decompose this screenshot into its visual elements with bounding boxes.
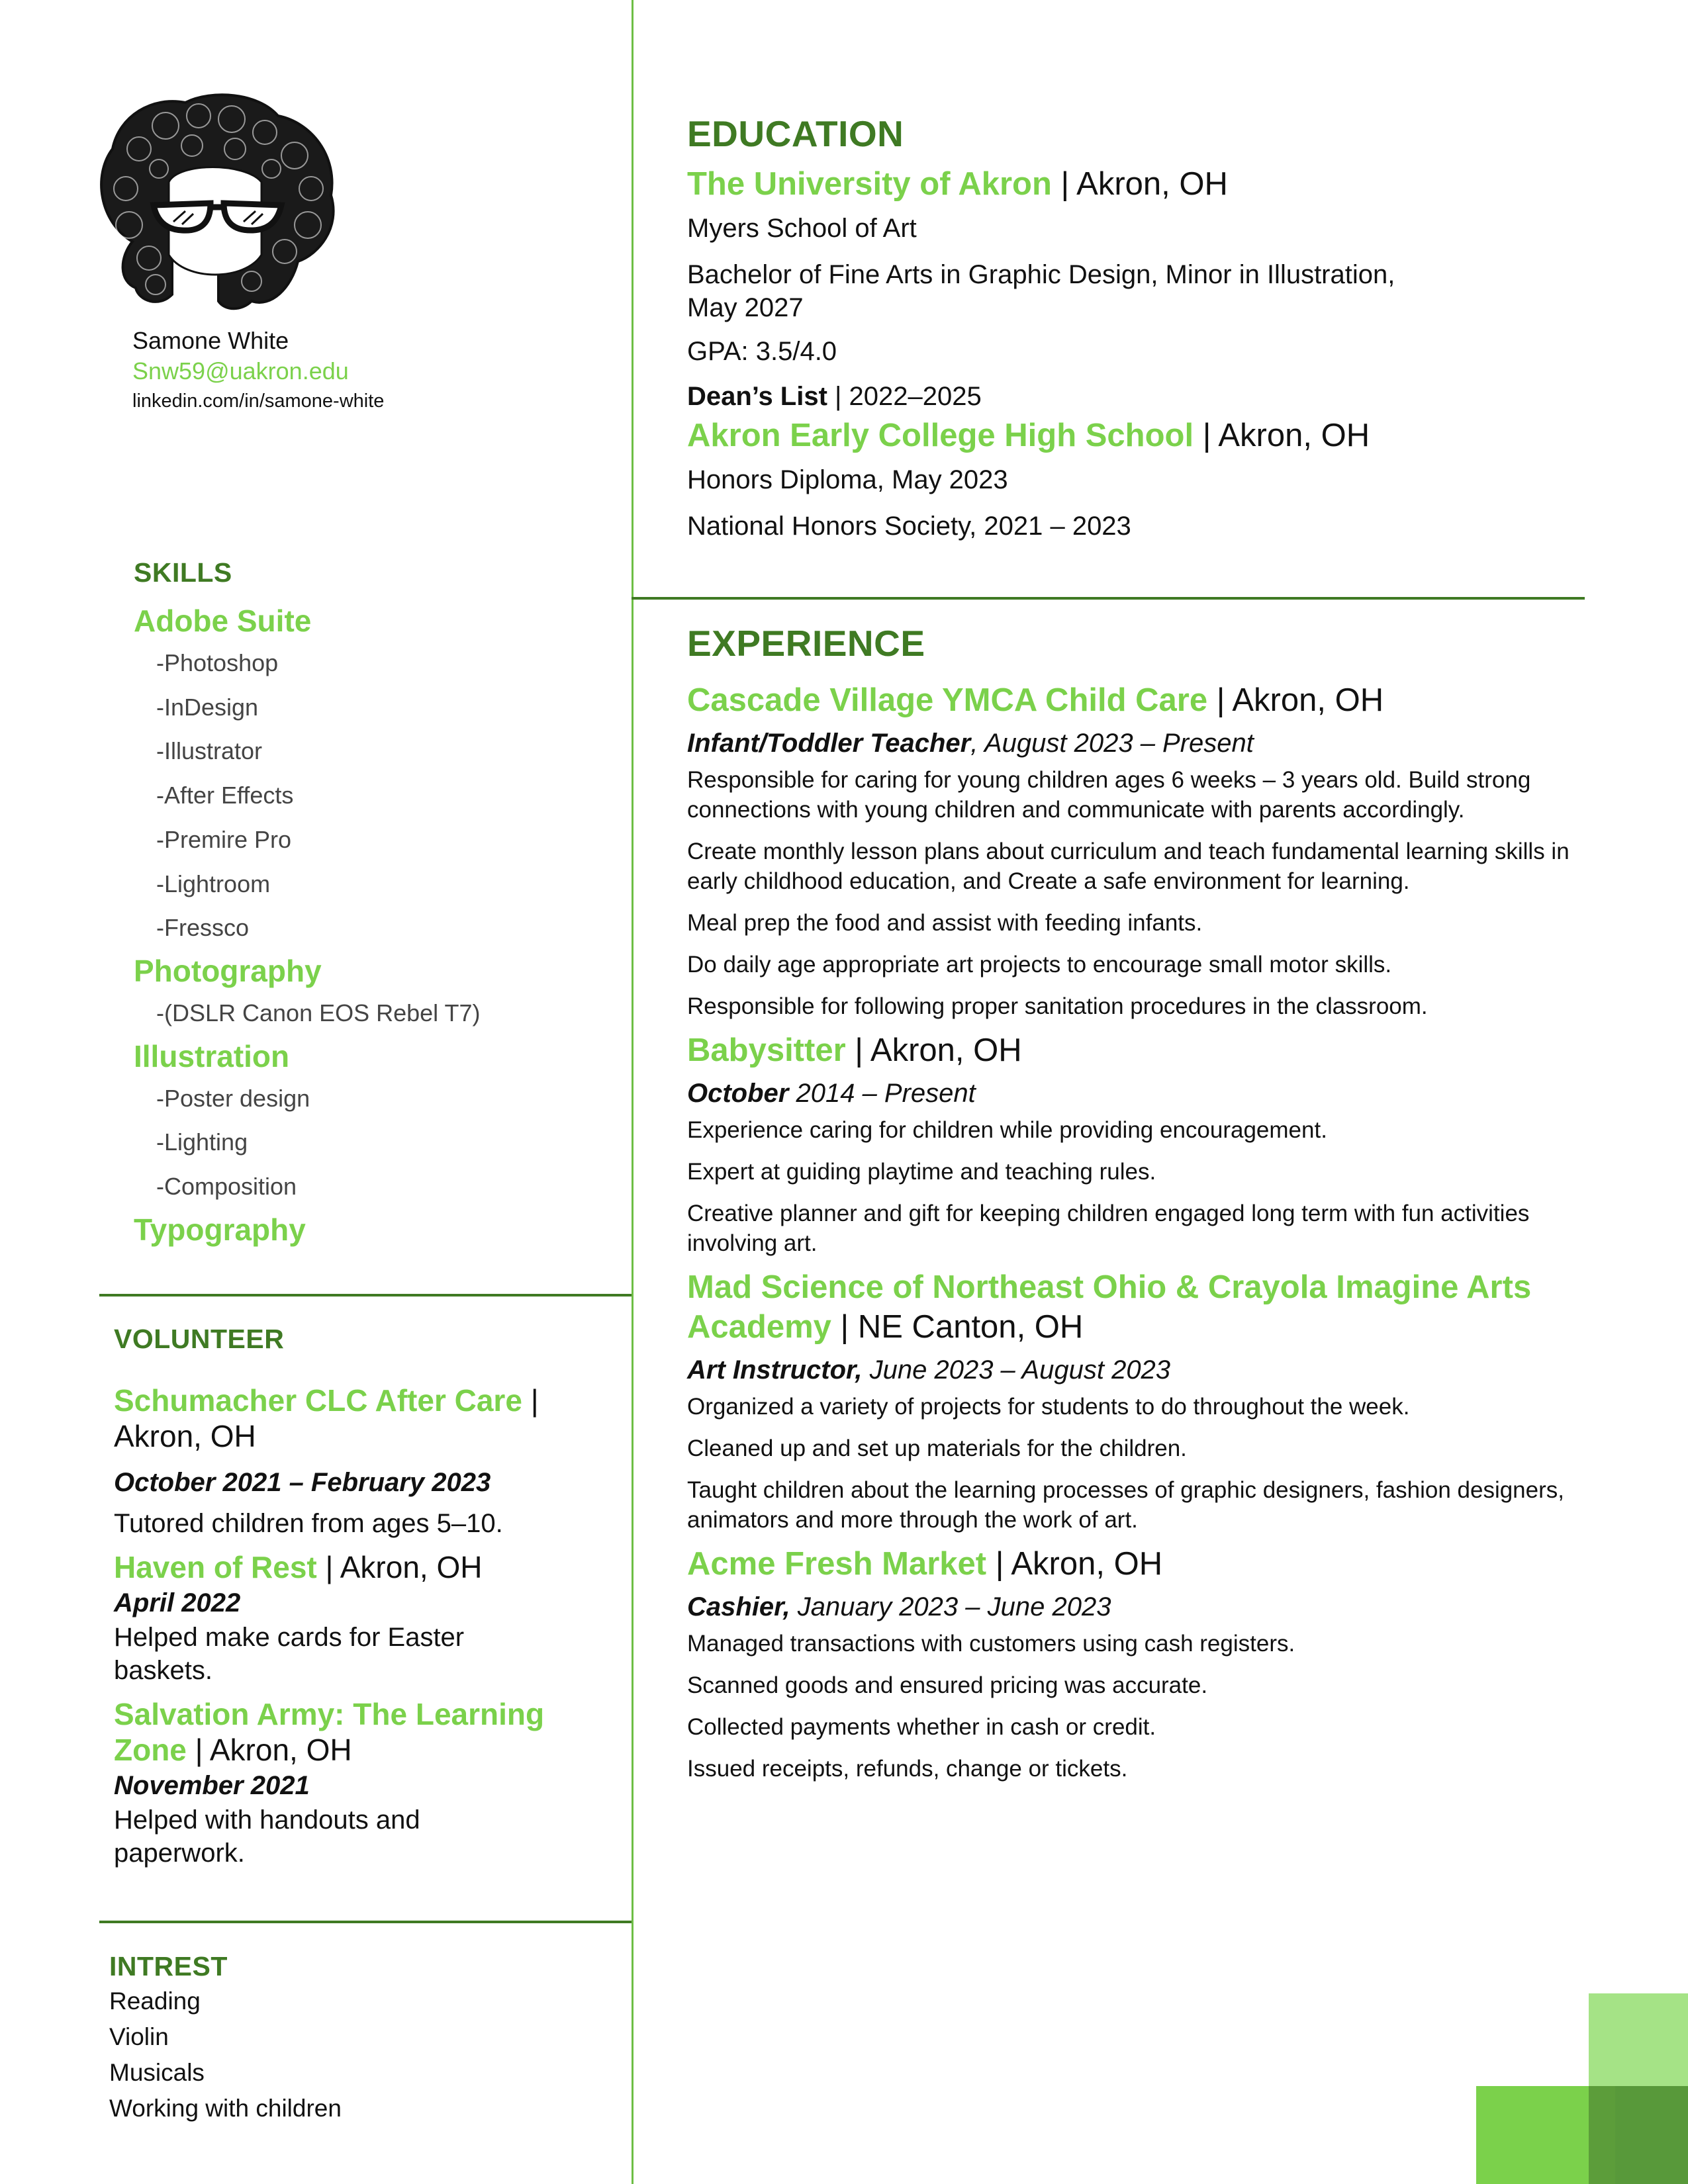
job-title bbox=[687, 1267, 1574, 1347]
interest-section bbox=[109, 1951, 342, 2126]
job-bullet: Issued receipts, refunds, change or tickets. bbox=[687, 1756, 1128, 1782]
school-name: The University of Akron bbox=[687, 166, 1052, 202]
role-dates: , August 2023 – Present bbox=[970, 729, 1254, 758]
linkedin-link[interactable]: linkedin.com/in/samone-white bbox=[132, 390, 385, 412]
job-title bbox=[687, 1544, 1587, 1584]
skill-item: -(DSLR Canon EOS Rebel T7) bbox=[156, 999, 481, 1026]
separator: | bbox=[1207, 682, 1233, 718]
volunteer-date: November 2021 bbox=[114, 1771, 310, 1800]
volunteer-entry bbox=[114, 1696, 617, 1870]
education-heading: EDUCATION bbox=[687, 113, 904, 154]
volunteer-org: Salvation Army: The Learning Zone bbox=[114, 1697, 545, 1767]
job-title bbox=[687, 680, 1587, 720]
diploma: Honors Diploma, May 2023 bbox=[687, 465, 1008, 494]
job-location: NE Canton, OH bbox=[857, 1309, 1084, 1345]
employer: Mad Science of Northeast Ohio & Crayola Imagine Arts Academy bbox=[687, 1269, 1532, 1345]
deans-list bbox=[687, 380, 1568, 413]
decorative-square-mid bbox=[1476, 2086, 1589, 2184]
volunteer-org: Schumacher CLC After Care bbox=[114, 1383, 522, 1418]
contact-block bbox=[132, 326, 384, 416]
volunteer-desc: Helped with handouts and paperwork. bbox=[114, 1805, 420, 1868]
skill-item: -Composition bbox=[156, 1173, 297, 1201]
volunteer-location: Akron, OH bbox=[114, 1419, 256, 1453]
employer: Babysitter bbox=[687, 1032, 846, 1068]
role-dates: January 2023 – June 2023 bbox=[790, 1592, 1111, 1621]
volunteer-desc: Helped make cards for Easter baskets. bbox=[114, 1623, 465, 1685]
interest-item: Musicals bbox=[109, 2059, 205, 2086]
volunteer-org: Haven of Rest bbox=[114, 1550, 317, 1584]
separator: | bbox=[1194, 418, 1219, 453]
school-location: Akron, OH bbox=[1076, 166, 1228, 202]
separator: | bbox=[986, 1546, 1011, 1582]
volunteer-entry bbox=[114, 1549, 617, 1687]
skill-category-adobe: Adobe Suite bbox=[134, 604, 312, 638]
volunteer-location: Akron, OH bbox=[209, 1733, 352, 1767]
volunteer-title bbox=[114, 1549, 617, 1585]
job-location: Akron, OH bbox=[1232, 682, 1384, 718]
volunteer-date: October 2021 – February 2023 bbox=[114, 1468, 491, 1497]
job-entry bbox=[687, 680, 1587, 1021]
separator: | bbox=[522, 1383, 539, 1418]
volunteer-title bbox=[114, 1383, 617, 1454]
skill-item: -Fressco bbox=[156, 914, 250, 942]
role-name: October bbox=[687, 1079, 789, 1108]
role-name: Infant/Toddler Teacher bbox=[687, 729, 971, 758]
decorative-square-overlap bbox=[1589, 2086, 1615, 2184]
job-bullet: Collected payments whether in cash or credit. bbox=[687, 1714, 1156, 1740]
experience-heading: EXPERIENCE bbox=[687, 623, 925, 664]
experience-section bbox=[687, 622, 1587, 1784]
job-bullet: Experience caring for children while providing encouragement. bbox=[687, 1117, 1327, 1143]
job-bullet: Managed transactions with customers using cash registers. bbox=[687, 1631, 1295, 1657]
school-name: Akron Early College High School bbox=[687, 418, 1194, 453]
separator: | bbox=[186, 1733, 210, 1767]
skill-item: -Photoshop bbox=[156, 649, 279, 676]
job-bullet: Scanned goods and ensured pricing was accurate. bbox=[687, 1672, 1208, 1698]
job-location: Akron, OH bbox=[870, 1032, 1022, 1068]
separator: | bbox=[845, 1032, 870, 1068]
separator: | bbox=[316, 1550, 340, 1584]
role-name: Cashier, bbox=[687, 1592, 790, 1621]
separator: | bbox=[1051, 166, 1077, 202]
volunteer-location: Akron, OH bbox=[340, 1550, 483, 1584]
job-bullet: Responsible for caring for young children ages 6 weeks – 3 years old. Build strong connections with young children and communicate with parents accordingly. bbox=[687, 767, 1531, 823]
column-divider bbox=[632, 0, 633, 2184]
deans-list-years: | 2022–2025 bbox=[827, 382, 982, 411]
job-location: Akron, OH bbox=[1011, 1546, 1163, 1582]
skill-category-typography: Typography bbox=[134, 1212, 306, 1247]
skills-section bbox=[134, 557, 610, 1250]
job-role bbox=[687, 1352, 1587, 1388]
interest-item: Violin bbox=[109, 2023, 169, 2050]
gpa: GPA: 3.5/4.0 bbox=[687, 337, 837, 366]
employer: Acme Fresh Market bbox=[687, 1546, 987, 1582]
education-section bbox=[687, 113, 1568, 543]
volunteer-date: April 2022 bbox=[114, 1588, 241, 1617]
skill-category-photography: Photography bbox=[134, 953, 322, 988]
avatar-illustration bbox=[93, 89, 344, 314]
job-bullet: Meal prep the food and assist with feeding infants. bbox=[687, 910, 1203, 936]
job-bullet: Expert at guiding playtime and teaching rules. bbox=[687, 1159, 1156, 1185]
skill-item: -Lightroom bbox=[156, 870, 271, 897]
skill-item: -Premire Pro bbox=[156, 825, 292, 853]
volunteer-desc: Tutored children from ages 5–10. bbox=[114, 1509, 503, 1538]
education-divider bbox=[632, 597, 1585, 600]
skill-item: -Poster design bbox=[156, 1084, 310, 1112]
job-bullet: Creative planner and gift for keeping children engaged long term with fun activities involving art. bbox=[687, 1201, 1530, 1256]
volunteer-heading: VOLUNTEER bbox=[114, 1324, 285, 1354]
job-entry bbox=[687, 1030, 1587, 1258]
role-dates: 2014 – Present bbox=[788, 1079, 976, 1108]
separator: | bbox=[831, 1309, 858, 1345]
school-location: Akron, OH bbox=[1218, 418, 1370, 453]
skill-item: -InDesign bbox=[156, 693, 259, 721]
role-dates: June 2023 – August 2023 bbox=[862, 1355, 1171, 1385]
volunteer-title bbox=[114, 1696, 590, 1768]
job-bullet: Responsible for following proper sanitation procedures in the classroom. bbox=[687, 993, 1428, 1019]
skills-divider bbox=[99, 1294, 632, 1297]
education-entry-aechs bbox=[687, 416, 1568, 455]
skill-item: -After Effects bbox=[156, 782, 294, 809]
skills-heading: SKILLS bbox=[134, 557, 232, 588]
job-role bbox=[687, 725, 1587, 761]
decorative-square-light bbox=[1589, 1993, 1688, 2086]
volunteer-divider bbox=[99, 1921, 632, 1923]
school-department: Myers School of Art bbox=[687, 214, 917, 243]
job-title bbox=[687, 1030, 1587, 1070]
interest-item: Working with children bbox=[109, 2095, 342, 2122]
job-bullet: Taught children about the learning processes of graphic designers, fashion designers, animators and more through the work of art. bbox=[687, 1477, 1564, 1533]
education-entry-akron bbox=[687, 164, 1568, 204]
volunteer-entry bbox=[114, 1383, 617, 1540]
job-bullet: Organized a variety of projects for students to do throughout the week. bbox=[687, 1394, 1410, 1420]
email-link[interactable]: Snw59@uakron.edu bbox=[132, 357, 349, 385]
skill-item: -Lighting bbox=[156, 1128, 248, 1156]
employer: Cascade Village YMCA Child Care bbox=[687, 682, 1208, 718]
job-bullet: Cleaned up and set up materials for the children. bbox=[687, 1435, 1187, 1461]
volunteer-section bbox=[114, 1324, 617, 1879]
job-bullet: Do daily age appropriate art projects to encourage small motor skills. bbox=[687, 952, 1392, 978]
role-name: Art Instructor, bbox=[687, 1355, 863, 1385]
job-entry bbox=[687, 1544, 1587, 1784]
decorative-square-dark bbox=[1615, 2086, 1688, 2184]
job-entry bbox=[687, 1267, 1587, 1535]
job-bullet: Create monthly lesson plans about curriculum and teach fundamental learning skills in early childhood education, and Create a safe environment for learning. bbox=[687, 839, 1570, 894]
skill-item: -Illustrator bbox=[156, 737, 263, 765]
honors-society: National Honors Society, 2021 – 2023 bbox=[687, 512, 1131, 541]
deans-list-label: Dean’s List bbox=[687, 382, 827, 411]
candidate-name: Samone White bbox=[132, 327, 289, 354]
degree: Bachelor of Fine Arts in Graphic Design, Minor in Illustration, May 2027 bbox=[687, 260, 1395, 322]
interest-item: Reading bbox=[109, 1987, 201, 2015]
skill-category-illustration: Illustration bbox=[134, 1038, 290, 1073]
job-role bbox=[687, 1589, 1587, 1625]
interest-heading: INTREST bbox=[109, 1951, 228, 1981]
job-role bbox=[687, 1075, 1587, 1111]
